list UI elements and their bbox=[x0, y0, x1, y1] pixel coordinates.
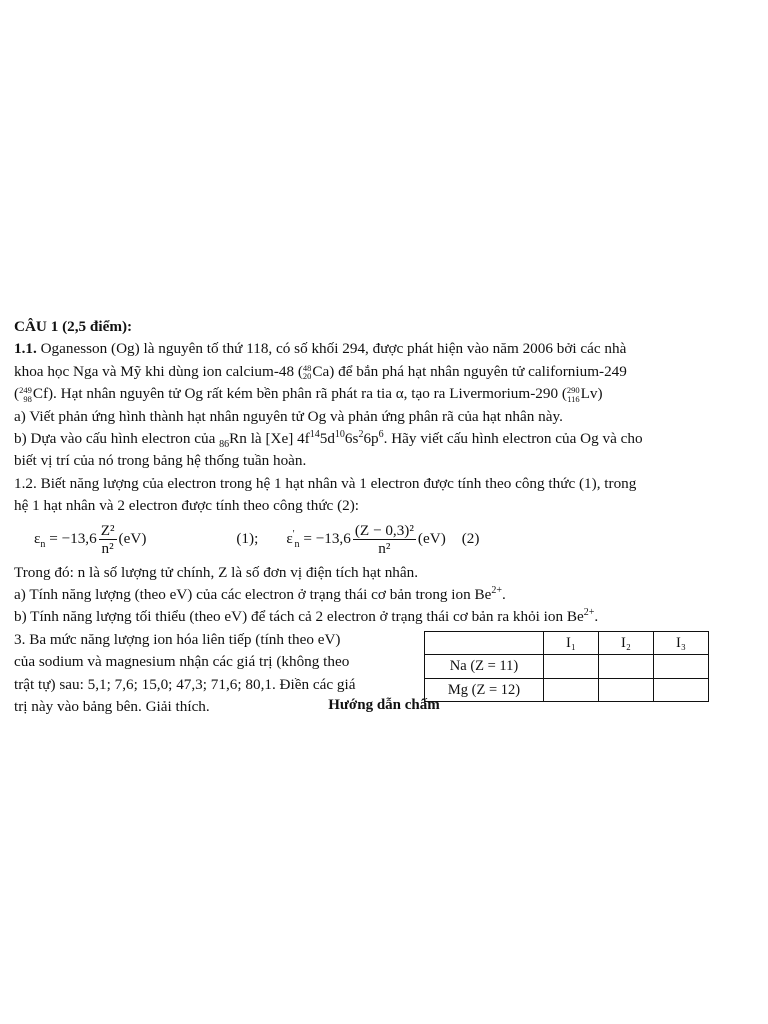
p12-line1: 1.2. Biết năng lượng của electron trong hệ 1 hạt nhân và 1 electron được tính theo công thức (1), trong bbox=[14, 474, 637, 492]
q3-line3: trật tự) sau: 5,1; 7,6; 15,0; 47,3; 71,6; 80,1. Điền các giá bbox=[14, 675, 356, 693]
ionization-table bbox=[424, 631, 709, 702]
p11-line1-text: Oganesson (Og) là nguyên tố thứ 118, có số khối 294, được phát hiện vào năm 2006 bởi các nhà bbox=[36, 340, 627, 358]
table-header-row: I₁ I₂ I₃ bbox=[425, 631, 709, 654]
question-content bbox=[14, 316, 754, 719]
formula-2: $\varepsilon'_n = -13,6$ $\frac{\text{(Z − 0,3)²}}{\text{n²}}$ (eV) bbox=[286, 522, 446, 558]
table-row: Na (Z = 11) bbox=[425, 655, 709, 678]
lv-isotope: 290 116 bbox=[566, 385, 580, 404]
p12-part-a: a) Tính năng lượng (theo eV) của các electron ở trạng thái cơ bản trong ion $Be^{2+}$. bbox=[14, 585, 506, 604]
p11-part-b-line1: b) Dựa vào cấu hình electron của $_{86}$Rn là [Xe] $4f^{14}5d^{10}6s^26p^6$. Hãy viết cấu hình electron của Og và cho bbox=[14, 428, 643, 451]
formula-1-tag: (1); bbox=[236, 530, 259, 548]
grading-guide-heading: Hướng dẫn chấm bbox=[328, 697, 440, 713]
p11-line1: 1.1. Oganesson (Og) là nguyên tố thứ 118, có số khối 294, được phát hiện vào năm 2006 bởi các nhà bbox=[14, 340, 627, 358]
cf-isotope: 249 98 bbox=[19, 385, 32, 404]
q3-line4: trị này vào bảng bên. Giải thích. bbox=[14, 698, 210, 716]
formula-2-tag: (2) bbox=[461, 530, 480, 548]
p11-part-b-line2: biết vị trí của nó trong bảng hệ thống tuần hoàn. bbox=[14, 452, 307, 470]
q3-line1: 3. Ba mức năng lượng ion hóa liên tiếp (tính theo eV) bbox=[14, 630, 341, 648]
ca-isotope: 48 20 bbox=[302, 362, 312, 382]
p12-line2: hệ 1 hạt nhân và 2 electron được tính theo công thức (2): bbox=[14, 497, 360, 515]
q3-line2: của sodium và magnesium nhận các giá trị (không theo bbox=[14, 653, 350, 671]
question-heading: CÂU 1 (2,5 điểm): bbox=[14, 318, 133, 335]
p11-line3: ( 249 98 Cf). Hạt nhân nguyên tử Og rất kém bền phân rã phát ra tia α, tạo ra Livermorium-290 ( 290 116 Lv) bbox=[14, 385, 603, 404]
energy-formulas bbox=[14, 520, 754, 560]
p11-line2: khoa học Nga và Mỹ khi dùng ion calcium-48 ( 48 20 Ca) để bắn phá hạt nhân nguyên tử californium-249 bbox=[14, 362, 627, 382]
p11-part-a: a) Viết phản ứng hình thành hạt nhân nguyên tử Og và phản ứng phân rã của hạt nhân này. bbox=[14, 407, 563, 425]
table-row: Mg (Z = 12) bbox=[425, 678, 709, 701]
p12-part-b: b) Tính năng lượng tối thiểu (theo eV) để tách cả 2 electron ở trạng thái cơ bản ra khỏi ion $Be^{2+}$. bbox=[14, 607, 599, 626]
p12-where: Trong đó: n là số lượng tử chính, Z là số đơn vị điện tích hạt nhân. bbox=[14, 563, 419, 581]
formula-1: $\varepsilon_n = -13,6$ $\frac{\text{Z²}}{\text{n²}}$ (eV) bbox=[34, 522, 147, 558]
